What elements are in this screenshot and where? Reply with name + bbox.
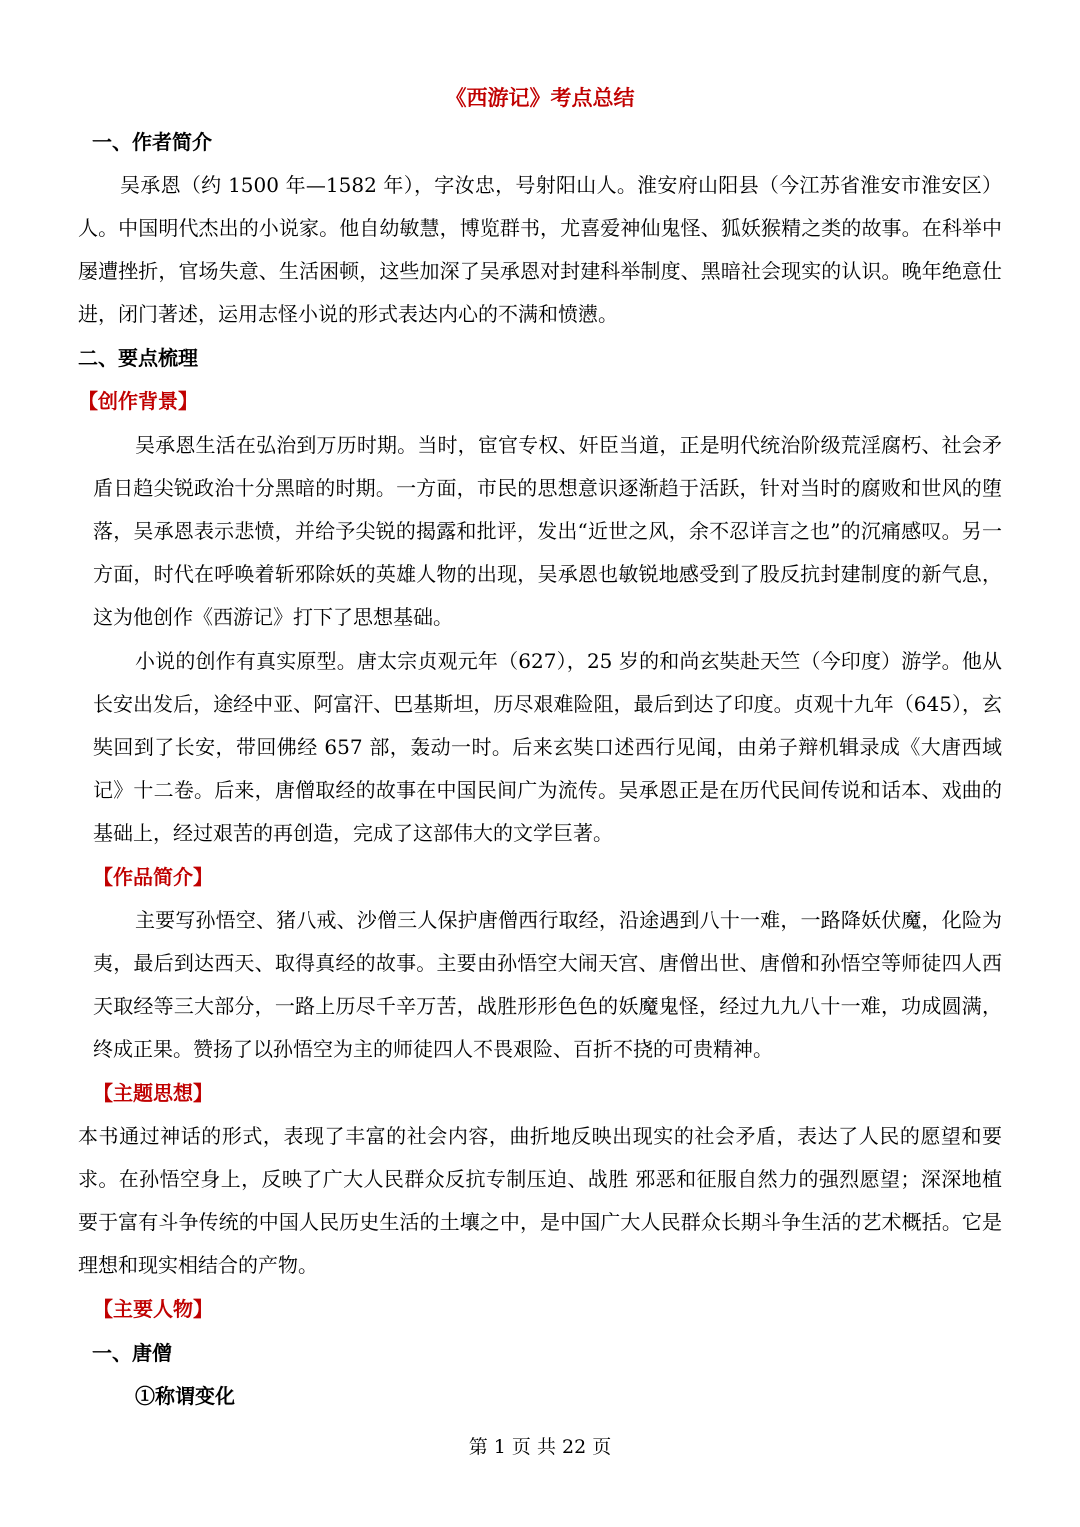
author-paragraph: 吴承恩（约 1500 年—1582 年），字汝忠，号射阳山人。淮安府山阳县（今江苏省淮安市淮安区）人。中国明代杰出的小说家。他自幼敏慧，博览群书，尤喜爱神仙鬼怪、狐妖猴精之类的故事。在科举中屡遭挫折，官场失意、生活困顿，这些加深了吴承恩对封建科举制度、黑暗社会现实的认识。晚年绝意仕进，闭门著述，运用志怪小说的形式表达内心的不满和愤懑。 <box>78 173 1002 326</box>
theme-label: 【主题思想】 <box>93 1081 213 1105</box>
background-paragraph-1: 吴承恩生活在弘治到万历时期。当时，宦官专权、奸臣当道，正是明代统治阶级荒淫腐朽、社会矛盾日趋尖锐政治十分黑暗的时期。一方面，市民的思想意识逐渐趋于活跃，针对当时的腐败和世风的堕落，吴承恩表示悲愤，并给予尖锐的揭露和批评，发出“近世之风，余不忍详言之也”的沉痛感叹。另一方面，时代在呼唤着斩邪除妖的英雄人物的出现，吴承恩也敏锐地感受到了股反抗封建制度的新气息，这为他创作《西游记》打下了思想基础。 <box>93 433 1002 629</box>
background-label: 【创作背景】 <box>78 389 198 413</box>
work-paragraph: 主要写孙悟空、猪八戒、沙僧三人保护唐僧西行取经，沿途遇到八十一难，一路降妖伏魔，化险为夷，最后到达西天、取得真经的故事。主要由孙悟空大闹天宫、唐僧出世、唐僧和孙悟空等师徒四人西天取经等三大部分，一路上历尽千辛万苦，战胜形形色色的妖魔鬼怪，经过九九八十一难，功成圆满，终成正果。赞扬了以孙悟空为主的师徒四人不畏艰险、百折不挠的可贵精神。 <box>93 908 1002 1061</box>
page-footer: 第 1 页 共 22 页 <box>468 1436 612 1458</box>
author-heading: 一、作者简介 <box>92 130 212 154</box>
characters-label: 【主要人物】 <box>93 1297 213 1321</box>
background-paragraph-2: 小说的创作有真实原型。唐太宗贞观元年（627），25 岁的和尚玄奘赴天竺（今印度）游学。他从长安出发后，途经中亚、阿富汗、巴基斯坦，历尽艰难险阻，最后到达了印度。贞观十九年（645），玄奘回到了长安，带回佛经 657 部，轰动一时。后来玄奘口述西行见闻，由弟子辩机辑录成《大唐西域记》十二卷。后来，唐僧取经的故事在中国民间广为流传。吴承恩正是在历代民间传说和话本、戏曲的基础上，经过艰苦的再创造，完成了这部伟大的文学巨著。 <box>93 649 1002 845</box>
theme-paragraph: 本书通过神话的形式，表现了丰富的社会内容，曲折地反映出现实的社会矛盾，表达了人民的愿望和要求。在孙悟空身上，反映了广大人民群众反抗专制压迫、战胜 邪恶和征服自然力的强烈愿望；深深地植要于富有斗争传统的中国人民历史生活的土壤之中，是中国广大人民群众长期斗争生活的艺术概括。它是理想和现实相结合的产物。 <box>78 1124 1002 1277</box>
document-title: 《西游记》考点总结 <box>445 85 635 110</box>
character-item-title-changes: ①称谓变化 <box>135 1384 235 1408</box>
points-heading: 二、要点梳理 <box>78 346 198 370</box>
character-heading-tangseng: 一、唐僧 <box>92 1341 172 1365</box>
work-label: 【作品简介】 <box>93 865 213 889</box>
